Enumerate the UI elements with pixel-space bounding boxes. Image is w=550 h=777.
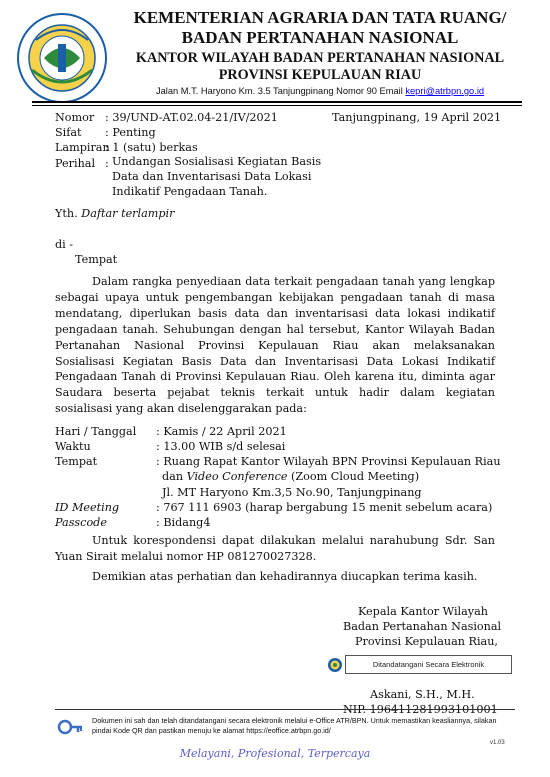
perihal-label: Perihal (55, 157, 96, 170)
body-paragraph-2: Untuk korespondensi dapat dilakukan melalui narahubung Sdr. San Yuan Sirait melalui nomor HP 081270027328. (55, 534, 495, 563)
signatory-name: Askani, S.H., M.H. (370, 688, 475, 701)
letter-date: Tanjungpinang, 19 April 2021 (332, 111, 502, 124)
tempat-line-2-c: (Zoom Cloud Meeting) (287, 470, 420, 483)
tempat-detail-label: Tempat (55, 455, 98, 468)
key-icon (57, 714, 83, 740)
video-conference-text: Video Conference (186, 470, 288, 483)
letterhead-address (95, 86, 545, 96)
esign-icon (327, 657, 343, 673)
recipient-line (55, 206, 174, 221)
perihal-colon: : (105, 157, 109, 170)
signature-title-2: Badan Pertanahan Nasional (343, 620, 502, 633)
yth-label: Yth. (55, 207, 78, 220)
letterhead-office: KANTOR WILAYAH BADAN PERTANAHAN NASIONAL (135, 50, 505, 66)
recipient-name: Daftar terlampir (81, 207, 175, 220)
passcode-label: Passcode (55, 516, 107, 529)
version-label: v1.03 (490, 740, 505, 746)
sifat-value: : Penting (105, 126, 156, 139)
letterhead-province: PROVINSI KEPULAUAN RIAU (218, 67, 422, 83)
tempat-line-2 (162, 469, 419, 484)
signatory-nip: NIP. 196411281993101001 (343, 703, 498, 716)
letterhead-agency: BADAN PERTANAHAN NASIONAL (181, 28, 459, 47)
header-rule-thick (32, 101, 522, 103)
body-paragraph-1: Dalam rangka penyediaan data terkait pengadaan tanah yang lengkap sebagai upaya untuk pengembangan kebijakan pengadaan tanah di masa mendatang, diperlukan basis data dan inventarisasi data lokasi indikatif pengadaan tanah. Sehubungan dengan hal tersebut, Kantor Wilayah Badan Pertanahan Nasional Provinsi Kepulauan Riau akan melaksanakan Sosialisasi Kegiatan Basis Data dan Inventarisasi Data Lokasi Indikatif Pengadaan Tanah di Provinsi Kepulauan Riau. Oleh karena itu, diminta agar Saudara beserta pejabat teknis terkait untuk hadir dalam kegiatan sosialisasi yang akan diselenggarakan pada: (55, 275, 495, 416)
tempat-line-1: : Ruang Rapat Kantor Wilayah BPN Provinsi Kepulauan Riau (156, 455, 501, 468)
waktu-label: Waktu (55, 440, 91, 453)
body-paragraph-3: Demikian atas perhatian dan kehadirannya diucapkan terima kasih. (92, 570, 478, 583)
tempat-line-2-a: dan (162, 470, 187, 483)
hari-value: : Kamis / 22 April 2021 (156, 425, 287, 438)
nomor-label: Nomor (55, 111, 95, 124)
perihal-line-2: Data dan Inventarisasi Data Lokasi (112, 170, 312, 183)
footer-rule (55, 709, 515, 710)
tempat-label: Tempat (75, 253, 118, 266)
header-rule-thin (32, 105, 522, 106)
signature-title-1: Kepala Kantor Wilayah (358, 605, 489, 618)
tempat-line-3: Jl. MT Haryono Km.3,5 No.90, Tanjungpinang (162, 486, 422, 499)
di-label: di - (55, 238, 74, 251)
perihal-line-3: Indikatif Pengadaan Tanah. (112, 185, 268, 198)
footer-motto: Melayani, Profesional, Terpercaya (179, 747, 371, 760)
nomor-value: : 39/UND-AT.02.04-21/IV/2021 (105, 111, 278, 124)
esign-stamp: Ditandatangani Secara Elektronik (345, 655, 512, 674)
lampiran-label: Lampiran (55, 141, 110, 154)
meeting-id-label: ID Meeting (55, 501, 120, 514)
sifat-label: Sifat (55, 126, 82, 139)
meeting-id-value: : 767 111 6903 (harap bergabung 15 menit sebelum acara) (156, 501, 493, 514)
footer-note: Dokumen ini sah dan telah ditandatangani secara elektronik melalui e-Office ATR/BPN. Untuk memastikan keasliannya, silakan pindai Kode QR dan pastikan menuju ke alamat https://eoffice.atrbpn.go.id/ (92, 716, 497, 735)
perihal-line-1: Undangan Sosialisasi Kegiatan Basis (112, 155, 322, 168)
waktu-value: : 13.00 WIB s/d selesai (156, 440, 286, 453)
letterhead-ministry: KEMENTERIAN AGRARIA DAN TATA RUANG/ (133, 8, 507, 27)
signature-title-3: Provinsi Kepulauan Riau, (355, 635, 498, 648)
email-link[interactable]: kepri@atrbpn.go.id (405, 86, 485, 96)
address-text: Jalan M.T. Haryono Km. 3.5 Tanjungpinang Nomor 90 Email (155, 86, 406, 96)
lampiran-value: : 1 (satu) berkas (105, 141, 198, 154)
hari-label: Hari / Tanggal (55, 425, 137, 438)
passcode-value: : Bidang4 (156, 516, 211, 529)
